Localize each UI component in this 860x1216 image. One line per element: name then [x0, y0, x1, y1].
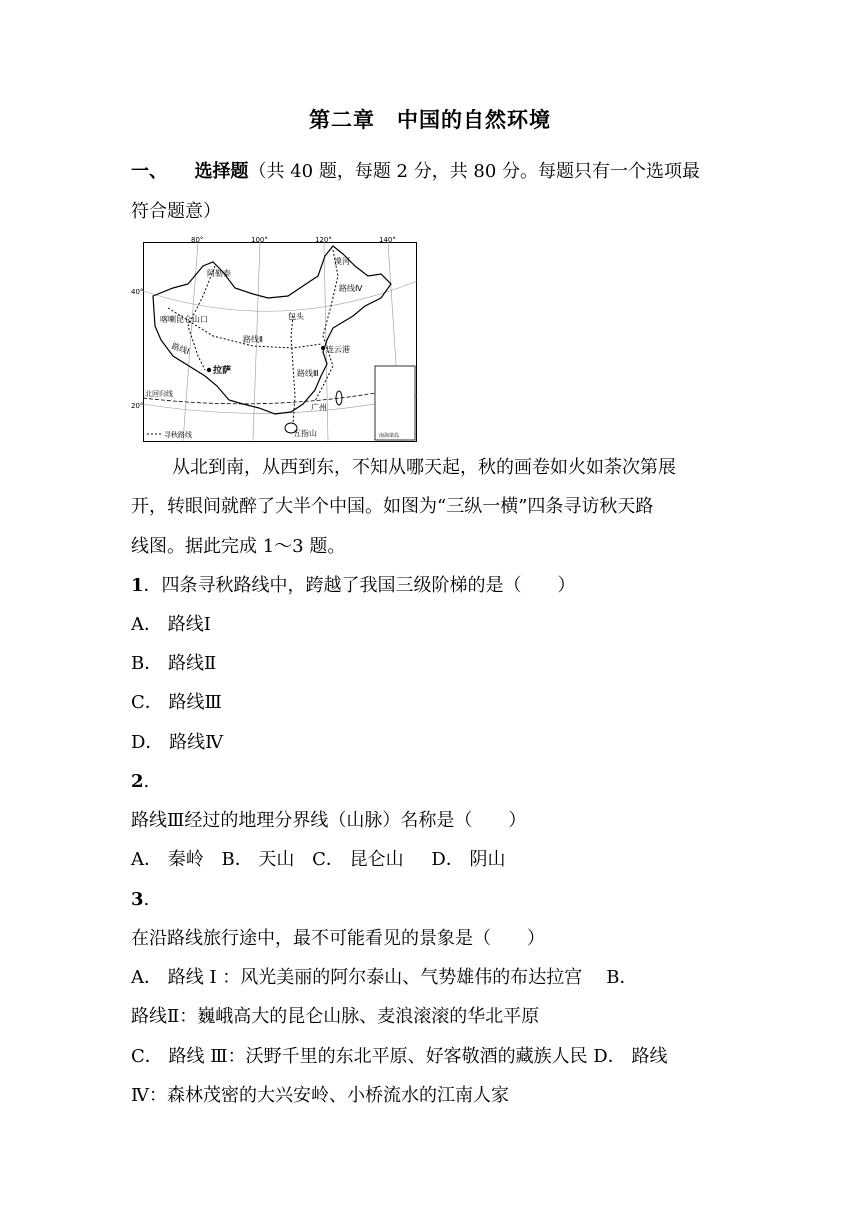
question-3-option-a: A． 路线 Ⅰ ：风光美丽的阿尔泰山、气势雄伟的布达拉宫 — [131, 967, 583, 988]
passage-line-2: 开，转眼间就醉了大半个中国。如图为“三纵一横”四条寻访秋天路 — [131, 496, 654, 517]
lon-label-100: 100° — [251, 236, 268, 244]
lhasa-dot — [207, 368, 211, 372]
question-2-number-line — [131, 770, 149, 794]
label-route-3: 路线Ⅲ — [297, 369, 319, 378]
question-1-option-c: C． 路线Ⅲ — [131, 692, 222, 713]
question-3-option-c: C． 路线 Ⅲ：沃野千里的东北平原、好客敬酒的藏族人民 D． 路线 — [131, 1046, 668, 1067]
question-1-option-d: D． 路线Ⅳ — [131, 732, 224, 753]
question-2-stem: 路线Ⅲ经过的地理分界线（山脉）名称是（ ） — [131, 810, 527, 831]
passage-line-3: 线图。据此完成 1～3 题。 — [131, 536, 346, 557]
section-header — [131, 160, 700, 184]
label-route-4: 路线Ⅳ — [339, 284, 363, 293]
section-instruction-cont: 符合题意） — [131, 201, 221, 222]
lianyungang-dot — [321, 346, 325, 350]
label-tropic: 北回归线 — [145, 390, 173, 398]
question-2-dot: . — [143, 771, 150, 792]
question-1-option-a: A． 路线Ⅰ — [131, 614, 211, 635]
label-route-1: 路线Ⅰ — [170, 341, 191, 357]
question-3-line-1 — [131, 966, 638, 990]
question-2-option-b: B． 天山 — [221, 849, 295, 870]
question-3-stem: 在沿路线旅行途中，最不可能看见的景象是（ ） — [131, 928, 545, 949]
label-route-2: 路线Ⅱ — [243, 335, 263, 344]
section-heading: 选择题 — [194, 161, 249, 182]
label-lianyungang: 连云港 — [326, 345, 350, 354]
section-number: 一、 — [131, 161, 167, 182]
label-lhasa: 拉萨 — [213, 366, 232, 376]
label-mohe: 漠河 — [334, 257, 350, 266]
lon-label-140: 140° — [379, 236, 396, 244]
question-3-number-line — [131, 888, 149, 912]
question-3-option-d: Ⅳ：森林茂密的大兴安岭、小桥流水的江南人家 — [131, 1085, 509, 1106]
lat-label-20: 20° — [131, 402, 144, 410]
lon-label-80: 80° — [191, 236, 204, 244]
label-baotou: 包头 — [288, 312, 304, 321]
question-3-number: 3 — [131, 889, 144, 910]
legend-label: 寻秋路线 — [164, 431, 192, 439]
question-2-number: 2 — [131, 771, 144, 792]
question-1-text: ．四条寻秋路线中，跨越了我国三级阶梯的是（ ） — [143, 575, 576, 596]
south-sea-inset — [375, 366, 415, 440]
question-1-number: 1 — [131, 575, 144, 596]
label-kunlun-pass: 喀喇昆仑山口 — [160, 315, 208, 324]
question-2-option-d: D． 阴山 — [431, 849, 506, 870]
question-1-stem — [131, 574, 576, 598]
question-2-option-a: A． 秦岭 — [131, 849, 204, 870]
question-3-option-b: 路线Ⅱ：巍峨高大的昆仑山脉、麦浪滚滚的华北平原 — [131, 1006, 540, 1027]
question-3-option-b-label: B． — [606, 967, 638, 988]
section-instruction: （共 40 题，每题 2 分，共 80 分。每题只有一个选项最 — [248, 161, 701, 182]
page-title: 第二章 中国的自然环境 — [309, 108, 551, 132]
passage-line-1: 从北到南，从西到东，不知从哪天起，秋的画卷如火如荼次第展 — [172, 457, 676, 478]
label-south-sea: 南海诸岛 — [379, 433, 400, 439]
question-1-option-b: B． 路线Ⅱ — [131, 653, 217, 674]
question-2-option-c: C． 昆仑山 — [312, 849, 404, 870]
lon-label-120: 120° — [315, 236, 332, 244]
label-guangzhou: 广州 — [311, 403, 327, 412]
lat-label-40: 40° — [131, 288, 144, 296]
label-altai: 阿勒泰 — [207, 269, 231, 278]
route-map — [131, 236, 417, 442]
label-wuzhishan: 五指山 — [293, 429, 317, 438]
question-2-options — [131, 848, 506, 872]
question-3-dot: . — [143, 889, 150, 910]
